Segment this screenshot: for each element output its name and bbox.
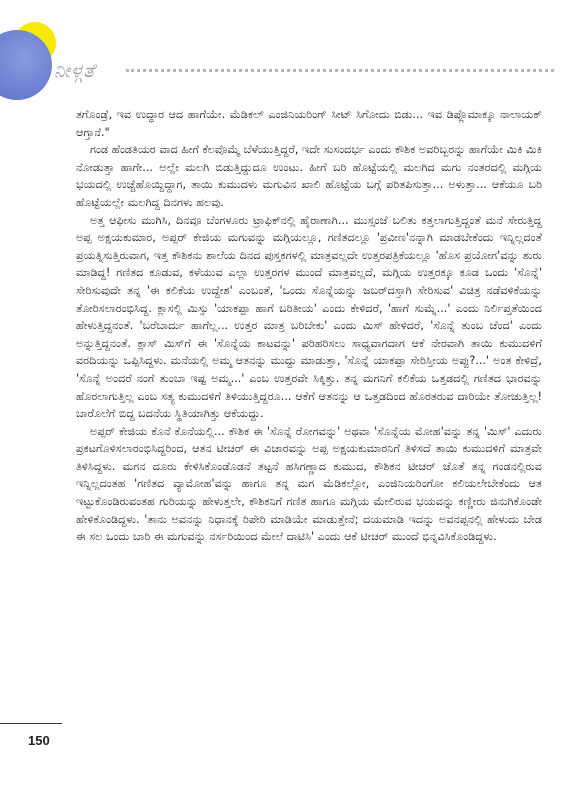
paragraph: ಅಪ್ಪರ್ ಕೇಜಿಯ ಕೊನೆ ಕೊನೆಯಲ್ಲಿ... ಕೌಶಿಕ ಈ 'ಸೊನ್ನೆ ರೋಗವನ್ನು' ಅಥವಾ 'ಸೊನ್ನೆಯ ಮೋಹ'ವನ್ನು ತನ್ನ 'ಮಿಸ್' ಎದುರು ಪ್ರಕಟಗೊಳಿಸಲಾರಂಭಿಸಿದ್ದರಿಂದ, ಆತನ ಟೀಚರ್ ಈ ವಿಚಾರವನ್ನು ಅಪ್ಪ ಅಕ್ಷಯಕುಮಾರನಿಗೆ ತಿಳಿಸದೆ ತಾಯಿ ಕುಮುದಳಿಗೆ ಮಾತ್ರವೇ ತಿಳಿಸಿದ್ದಳು. ಮಗನ ದೂರು ಕೇಳಿಸಿಕೊಂಡೊಡನೆ ತಟ್ಟನೆ ಹಸಿಗಣ್ಣಾದ ಕುಮುದ, ಕೌಶಿಕನ ಟೀಚರ್ ಜೊತೆ ತನ್ನ ಗಂಡನಲ್ಲಿರುವ ಇನ್ನಿಲ್ಲದಂತಹ 'ಗಣಿತದ ವ್ಯಾಮೋಹ'ವನ್ನು ಹಾಗೂ ತನ್ನ ಮಗ ಮೆಡಿಕಲ್ಲೋ, ಎಂಜಿನಿಯರಿಂಗೋ ಕಲಿಯಲೇಬೇಕೆಂದು ಆತ ಇಟ್ಟುಕೊಂಡಿರುವಂತಹ ಗುರಿಯನ್ನು ಹೇಳುತ್ತಲೇ, ಕೌಶಿಕನಿಗೆ ಗಣಿತ ಹಾಗೂ ಮಗ್ಗಿಯ ಮೇಲಿರುವ ಭಯವನ್ನು ಕಣ್ಣೀರು ಜಿನುಗಿಕೊಂಡೇ ಹೇಳಿಕೊಂಡಿದ್ದಳು. 'ತಾನು ಅವನನ್ನು ನಿಧಾನಕ್ಕೆ ರಿಪೇರಿ ಮಾಡಿಯೇ ಮಾಡುತ್ತೇನೆ; ದಯಮಾಡಿ ಇದನ್ನು ಅವನಪ್ಪನಲ್ಲಿ ಹೇಳುದು ಬೇಡ ಈ ಸಲ ಒಂದು ಬಾರಿ ಈ ಮಗುವನ್ನು ನರ್ಸರಿಯಿಂದ ಮೇಲೆ ದಾಟಿಸಿ' ಎಂದು ಆಕೆ ಟೀಚರ್ ಮುಂದೆ ಭಿನ್ನವಿಸಿಕೊಂಡಿದ್ದಳು.	[76, 424, 542, 544]
paragraph: ತಗೊಂಡ್ರೆ, ಇವ ಉದ್ಧಾರ ಆದ ಹಾಗೆಯೇ. ಮೆಡಿಕಲ್ ಎಂಜಿನಿಯರಿಂಗ್ ಸೀಟ್ ಸಿಗೋದು ಬಿಡು... ಇವ ಡಿಪ್ಲೊಮಾಕ್ಕೂ ನಾಲಾಯಕ್ ಆಗ್ತಾನೆ."	[76, 108, 542, 139]
article-body	[76, 106, 542, 546]
paragraph: ಅತ್ತ ಆಫೀಸು ಮುಗಿಸಿ, ದಿನವೂ ಬೆಂಗಳೂರು ಟ್ರಾಫಿಕ್‌ನಲ್ಲಿ ಹೈರಾಣಾಗಿ... ಮುಸ್ಸಂಜೆ ಬಲಿತು ಕತ್ತಲಾಗುತ್ತಿದ್ದಂತೆ ಮನೆ ಸೇರುತ್ತಿದ್ದ ಅಪ್ಪ ಅಕ್ಷಯಕುಮಾರ, ಅಪ್ಪರ್ ಕೇಜಿಯ ಮಗುವನ್ನು ಮಗ್ಗಿಯಲ್ಲೂ, ಗಣಿತದಲ್ಲೂ 'ಪ್ರವೀಣ'ನನ್ನಾಗಿ ಮಾಡಬೇಕೆಂದು ಇನ್ನಿಲ್ಲದಂತೆ ಪ್ರಯತ್ನಿಸುತ್ತಿರುವಾಗ, ಇತ್ತ ಕೌಶಿಕನು ಶಾಲೆಯ ದಿನದ ಪುಸ್ತಕಗಳಲ್ಲಿ ಮಾತ್ರವಲ್ಲದೇ ಉತ್ತರಪತ್ರಿಕೆಯಲ್ಲೂ 'ಹೊಸ ಪ್ರಯೋಗ'ವನ್ನು ಶುರು ಮಾಡಿದ್ದ! ಗಣಿತದ ಕೂಡುವ, ಕಳೆಯುವ ಎಲ್ಲಾ ಉತ್ತರಗಳ ಮುಂದೆ ಮಾತ್ರವಲ್ಲದೆ, ಮಗ್ಗಿಯ ಉತ್ತರಕ್ಕೂ ಕೂಡ ಒಂದು 'ಸೊನ್ನೆ' ಸೇರಿಸುವುದೇ ತನ್ನ 'ಈ ಕಲಿಕೆಯ ಉದ್ದೇಶ' ಎಂಬಂತೆ, 'ಒಂದು ಸೊನ್ನೆಯನ್ನು ಜಬರ್‌ದಸ್ತಾಗಿ ಸೇರಿಸುವ' ವಿಚಿತ್ರ ನಡೆವಳಿಕೆಯನ್ನು ತೋರಿಸಲಾರಂಭಿಸಿದ್ದ. ಕ್ಲಾಸಲ್ಲಿ ಮಿಸ್ಸು 'ಯಾಕಪ್ಪಾ ಹಾಗೆ ಬರಿತೀಯ' ಎಂದು ಕೇಳಿದರೆ, 'ಹಾಗೆ ಸುಮ್ನೆ...' ಎಂದು ನಿರ್ಲಿಪ್ತತೆಯಿಂದ ಹೇಳುತ್ತಿದ್ದನಂತೆ. 'ಬರೆಬಾರ್ದು ಹಾಗೆಲ್ಲ... ಉತ್ತರ ಮಾತ್ರ ಬರಿಬೇಕು' ಎಂದು ಮಿಸ್ ಹೇಳಿದರೆ, 'ಸೊನ್ನೆ ತುಂಬ ಚೆಂದ' ಎಂದು ಅನ್ನುತ್ತಿದ್ದನಂತೆ. ಕ್ಲಾಸ್ ಮಿಸ್‌ಗೆ ಈ 'ಸೊನ್ನೆಯ ಕಾಟವನ್ನು' ಪರಿಹರಿಸಲು ಸಾಧ್ಯವಾಗದಾಗ ಆಕೆ ನೇರವಾಗಿ ತಾಯಿ ಕುಮುದಳಿಗೆ ವರದಿಯನ್ನು ಒಪ್ಪಿಸಿದ್ದಳು. ಮನೆಯಲ್ಲಿ ಅಮ್ಮ ಆತನನ್ನು ಮುದ್ದು ಮಾಡುತ್ತಾ, 'ಸೊನ್ನೆ ಯಾಕಪ್ಪಾ ಸೇರಿಸ್ತೀಯ ಅಪ್ಪು?...' ಅಂತ ಕೇಳಿದ್ರೆ, 'ಸೊನ್ನೆ ಅಂದರೆ ನಂಗೆ ತುಂಬಾ ಇಷ್ಟ ಅಮ್ಮ...' ಎಂಬ ಉತ್ತರವೇ ಸಿಕ್ಕಿತ್ತು. ತನ್ನ ಮಗನಿಗೆ ಕಲಿಕೆಯ ಒತ್ತಡದಲ್ಲಿ ಗಣಿತದ ಭಾರವನ್ನು ಹೊರಲಾಗುತ್ತಿಲ್ಲ ಎಂಬ ಸತ್ಯ ಕುಮುದಳಿಗೆ ತಿಳಿಯುತ್ತಿದ್ದರೂ... ಆಕೆಗೆ ಆತನನ್ನು ಆ ಒತ್ತಡದಿಂದ ಹೊರತರುವ ದಾರಿಯೇ ತೋಚುತ್ತಿಲ್ಲ! ಬಾರೊಲೆಗೆ ಬಿದ್ದ ಬದನೆಯ ಸ್ಥಿತಿಯಾಗಿತ್ತು ಆಕೆಯದ್ದು.	[76, 213, 542, 421]
page-number: 150	[28, 733, 50, 748]
footer-rule	[0, 723, 62, 724]
paragraph: ಗಂಡ ಹೆಂಡತಿಯರ ವಾದ ಹೀಗೆ ಕೆಲವೊಮ್ಮೆ ಬೆಳೆಯುತ್ತಿದ್ದರೆ, ಇದೇ ಸುಸಂದರ್ಭ ಎಂದು ಕೌಶಿಕ ಅವರಿಬ್ಬರನ್ನು ಹಾಗೆಯೇ ಮಿಕಿ ಮಿಕಿ ನೋಡುತ್ತಾ ಹಾಗೇ... ಅಲ್ಲೇ ಮಲಗಿ ಬಿಡುತ್ತಿದ್ದುದೂ ಉಂಟು. ಹೀಗೆ ಬರಿ ಹೊಟ್ಟೆಯಲ್ಲಿ ಮಲಗಿದ ಮಗು ನಂತರದಲ್ಲಿ ಮಗ್ಗಿಯ ಭಯದಲ್ಲಿ ಉಚ್ಚೆಹೊಯ್ದಿದ್ದಾಗ, ತಾಯಿ ಕುಮುದಳು ಮಗುವಿನ ಖಾಲಿ ಹೊಟ್ಟೆಯ ಬಗ್ಗೆ ಪರಿತಪಿಸುತ್ತಾ... ಅಳುತ್ತಾ... ಆಕೆಯೂ ಬರಿ ಹೊಟ್ಟೆಯಲ್ಲೇ ಮಲಗಿದ್ದ ದಿನಗಳು ಹಲವು.	[76, 143, 542, 209]
header-dotted-rule	[126, 69, 554, 72]
section-title: ನೀಳ್ಗತೆ	[54, 60, 96, 82]
